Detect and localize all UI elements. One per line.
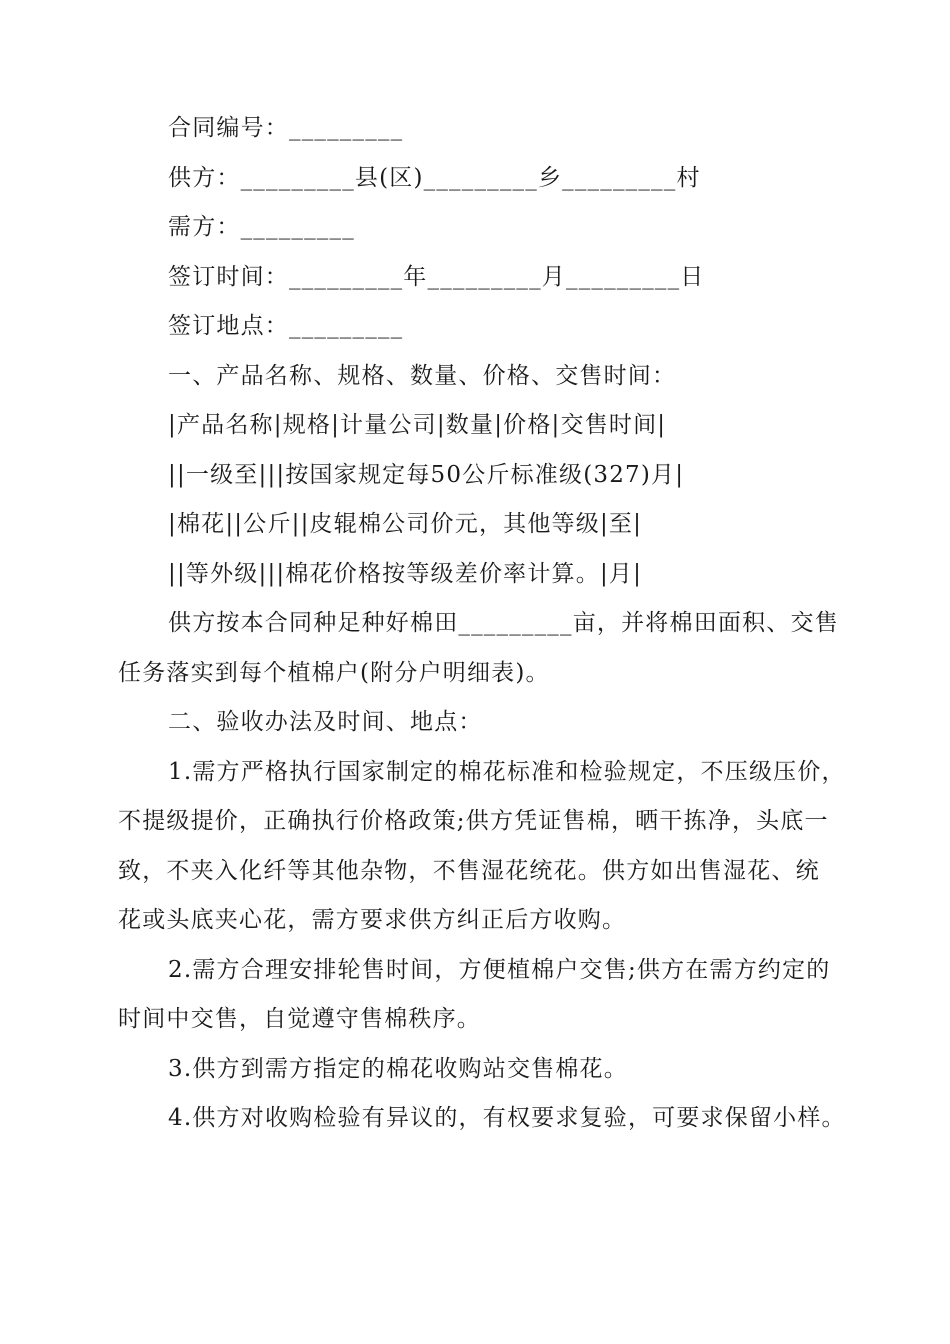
paragraph-line: 致，不夹入化纤等其他杂物，不售湿花统花。供方如出售湿花、统	[118, 858, 820, 884]
sign-date-line: 签订时间：_________年_________月_________日	[168, 264, 705, 290]
paragraph-line: 任务落实到每个植棉户(附分户明细表)。	[118, 660, 550, 686]
paragraph-line: 供方按本合同种足种好棉田_________亩，并将棉田面积、交售	[168, 610, 839, 636]
buyer-line: 需方：_________	[168, 214, 355, 240]
table-row: |产品名称|规格|计量公司|数量|价格|交售时间|	[168, 412, 667, 438]
paragraph-line: 4.供方对收购检验有异议的，有权要求复验，可要求保留小样。	[168, 1105, 846, 1131]
paragraph-line: 不提级提价，正确执行价格政策;供方凭证售棉，晒干拣净，头底一	[118, 808, 829, 834]
paragraph-line: 花或头底夹心花，需方要求供方纠正后方收购。	[118, 907, 627, 933]
paragraph-line: 1.需方严格执行国家制定的棉花标准和检验规定，不压级压价，	[168, 759, 846, 785]
table-row: ||等外级|||棉花价格按等级差价率计算。|月|	[168, 561, 643, 587]
paragraph-line: 2.需方合理安排轮售时间，方便植棉户交售;供方在需方约定的	[168, 957, 831, 983]
paragraph-line: 3.供方到需方指定的棉花收购站交售棉花。	[168, 1056, 628, 1082]
supplier-line: 供方：_________县(区)_________乡_________村	[168, 165, 701, 191]
section-2-heading: 二、验收办法及时间、地点：	[168, 709, 483, 735]
section-1-heading: 一、产品名称、规格、数量、价格、交售时间：	[168, 363, 677, 389]
table-row: |棉花||公斤||皮辊棉公司价元，其他等级|至|	[168, 511, 643, 537]
table-row: ||一级至|||按国家规定每50公斤标准级(327)月|	[168, 462, 685, 488]
sign-place-line: 签订地点：_________	[168, 313, 404, 339]
contract-number-line: 合同编号：_________	[168, 115, 404, 141]
paragraph-line: 时间中交售，自觉遵守售棉秩序。	[118, 1006, 481, 1032]
